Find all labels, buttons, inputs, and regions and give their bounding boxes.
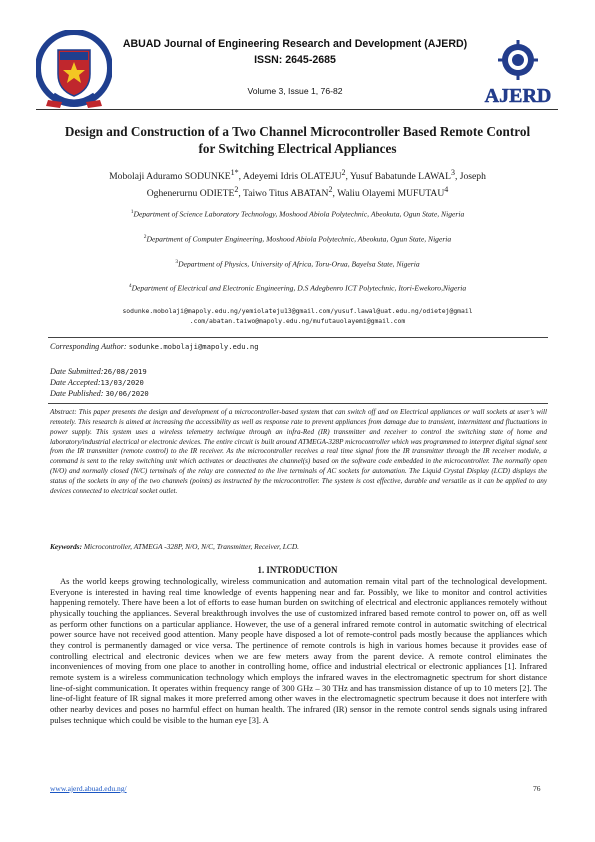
author-list: Mobolaji Aduramo $SODUNKE^{1*}$, Adeyemi Idris OLATEJU$^2$, Yusuf Babatunde LAWAL$^3$, Joseph Oghenerurnu ODIETE$^2$, Taiwo Titus ABATAN$^2$, Waliu Olayemi MUFUTAU$^4$	[109, 168, 486, 199]
section-heading: 1. INTRODUCTION	[257, 565, 338, 575]
keywords: Keywords: Microcontroller, ATMEGA -328P, N/O, N/C, Transmitter, Receiver, LCD.	[50, 542, 300, 551]
page-number: 76	[533, 784, 541, 793]
date-published: Date Published: 30/06/2020	[50, 389, 149, 398]
affiliation: $^2$Department of Computer Engineering, Moshood Abiola Polytechnic, Abeokuta, Ogun State, Nigeria	[143, 234, 452, 244]
svg-text:AJERD: AJERD	[484, 85, 552, 107]
body-text: As the world keeps growing technologically, wireless communication and automation remain vital part of the technological development. Everyone is interested in having real time knowledge of events happening near and far. Possibly, we like to monitor and control activities happening remotely. There have been a lot of efforts to ease human burden on switching of electrical and electronic appliances remotely without physically touching the appliances. Several breakthrough involves the use of customized infrared based remote control to power on, off as well as perform other functions on a particular appliance. However, the use of a general infrared remote control in automatic switching of electrical power source have not received good attention. Many people have disposed a lot of remote-control pads mostly because the appliances which they control is permanently damaged or vice versa. The pertinence of remote controls is high in various homes because it provides ease of controlling electrical and electronic devices when we are few meters away from the parent device. A remote control eliminates the inconveniences of moving from one place to another in controlling home, office and industrial electrical or electronic appliances [1]. Infrared remote system is a wireless communication technology which employs the infrared waves in the electromagnetic spectrum for short distance line-of-sight communication. It operates within frequency range of 300 GHz – 30 THz and has transmission distance of up to 10 meters [2]. The line-of-light feature of IR signal makes it more preferred among other waves in the electromagnetic spectrum because it does not interfere with other nearby devices and poses no harmful effect on human health. The infrared (IR) sensor in the remote control sends signals using infrared pulses technique which could be visible to the human eye [3]. A	[50, 576, 547, 725]
header-rule	[36, 109, 558, 110]
abstract: Abstract: This paper presents the design and development of a microcontroller-based system that can switch off and on Electrical appliances or wall sockets at user’s will remotely. This research is aimed at increasing the accessibility as well as response rate to prevent appliances from damage due to transient, intermittent and fluctuations in power supply. This system uses a wireless telemetry technique through an infra-Red (IR) transmitter and receiver to control the switching state of home and laboratory/industrial electrical or electronic devices. The entire circuit is built around ATMEGA-328P microcontroller which was programmed to interpret digital signal sent from the IR transmitter (remote control) to the IR receiver. As the microcontroller receives a real time signal from the IR transmitter through the IR receiver module, a command is sent to the relay switching unit which activates or deactivates the channel(s) based on the software code embedded in the microcontroller. The normally open (N/O) and normally closed (N/C) terminals of the relay are connected to the live terminals of AC sockets for automation. The Liquid Crystal Display (LCD) displays the status of the sockets in any of the two channels (points) as instructed by the microcontroller. The system is cost effective, durable and versatile as it can be applied to any devices connected to electrical socket outlet.	[50, 408, 547, 495]
author-emails: sodunke.mobolaji@mapoly.edu.ng/yemiolateju13@gmail.com/yusuf.lawal@uat.edu.ng/odietej@gmail .com/abatan.taiwo@mapoly.edu.ng/mufutauolayemi@gmail.com	[122, 307, 473, 325]
footer-link[interactable]: www.ajerd.abuad.edu.ng/	[50, 784, 127, 793]
volume-issue: Volume 3, Issue 1, 76-82	[247, 86, 343, 96]
journal-title: ABUAD Journal of Engineering Research and Development (AJERD)	[122, 38, 468, 50]
divider	[48, 403, 548, 404]
affiliation: $^3$Department of Physics, University of Africa, Toru-Orua, Bayelsa State, Nigeria	[175, 259, 420, 269]
issn: ISSN: 2645-2685	[254, 54, 336, 66]
ajerd-logo-icon	[478, 40, 558, 110]
university-crest-icon	[36, 30, 112, 114]
affiliation: $^1$Department of Science Laboratory Technology, Moshood Abiola Polytechnic, Abeokuta, Ogun State, Nigeria	[130, 209, 465, 219]
affiliation: $^4$Department of Electrical and Electronic Engineering, D.S Adegbenro ICT Polytechnic, Itori-Ewekoro,Nigeria	[128, 283, 467, 293]
date-accepted: Date Accepted:13/03/2020	[50, 378, 144, 387]
paper-title: Design and Construction of a Two Channel Microcontroller Based Remote Control for Switching Electrical Appliances	[64, 124, 531, 156]
date-submitted: Date Submitted:26/08/2019	[50, 367, 147, 376]
corresponding-author: Corresponding Author: sodunke.mobolaji@mapoly.edu.ng	[50, 342, 259, 351]
divider	[48, 337, 548, 338]
svg-text:AFE BABALOLA UNIVERSITY: AFE BABALOLA UNIVERSITY	[43, 35, 105, 61]
